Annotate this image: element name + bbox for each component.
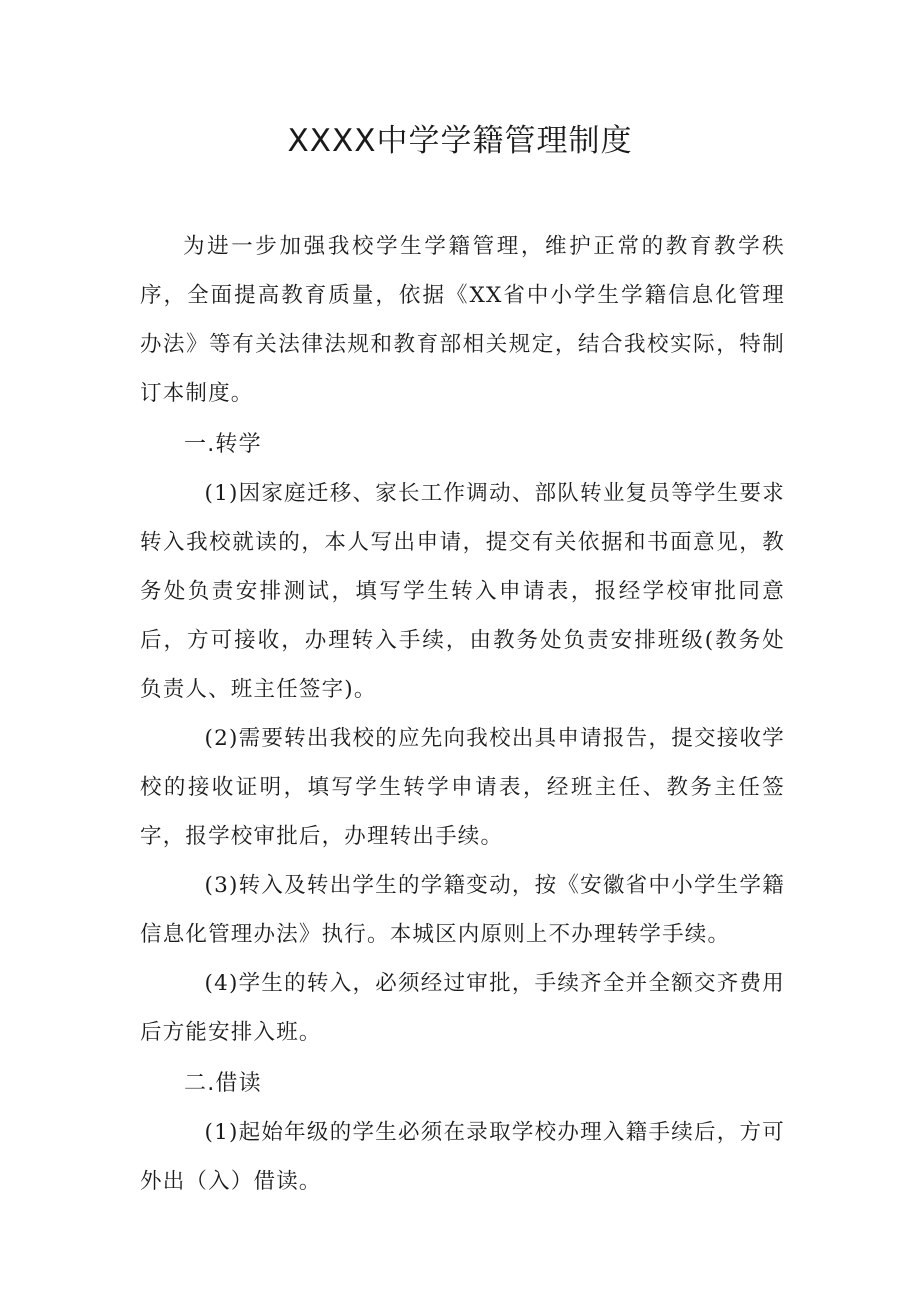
section-heading: 二.借读 bbox=[184, 1071, 262, 1096]
section-item: (3)转入及转出学生的学籍变动，按《安徽省中小学生学籍信息化管理办法》执行。本城区内原则上不办理转学手续。 bbox=[140, 873, 785, 947]
section-item: (4)学生的转入，必须经过审批，手续齐全并全额交齐费用后方能安排入班。 bbox=[140, 971, 785, 1045]
intro-paragraph: 为进一步加强我校学生学籍管理，维护正常的教育教学秩序，全面提高教育质量，依据《XX省中小学生学籍信息化管理办法》等有关法律法规和教育部相关规定，结合我校实际，特制订本制度。 bbox=[140, 234, 785, 406]
document-title: XXXX中学学籍管理制度 bbox=[287, 123, 633, 159]
section-temporary-study bbox=[140, 1059, 785, 1206]
section-heading: 一.转学 bbox=[184, 432, 262, 457]
document-body bbox=[140, 222, 785, 1206]
section-item: (2)需要转出我校的应先向我校出具申请报告，提交接收学校的接收证明，填写学生转学申请表，经班主任、教务主任签字，报学校审批后，办理转出手续。 bbox=[140, 726, 785, 849]
section-transfer bbox=[140, 420, 785, 1057]
section-item: (1)起始年级的学生必须在录取学校办理入籍手续后，方可外出（入）借读。 bbox=[140, 1120, 785, 1194]
section-item: (1)因家庭迁移、家长工作调动、部队转业复员等学生要求转入我校就读的，本人写出申请，提交有关依据和书面意见，教务处负责安排测试，填写学生转入申请表，报经学校审批同意后，方可接收，办理转入手续，由教务处负责安排班级(教务处负责人、班主任签字)。 bbox=[140, 481, 785, 702]
